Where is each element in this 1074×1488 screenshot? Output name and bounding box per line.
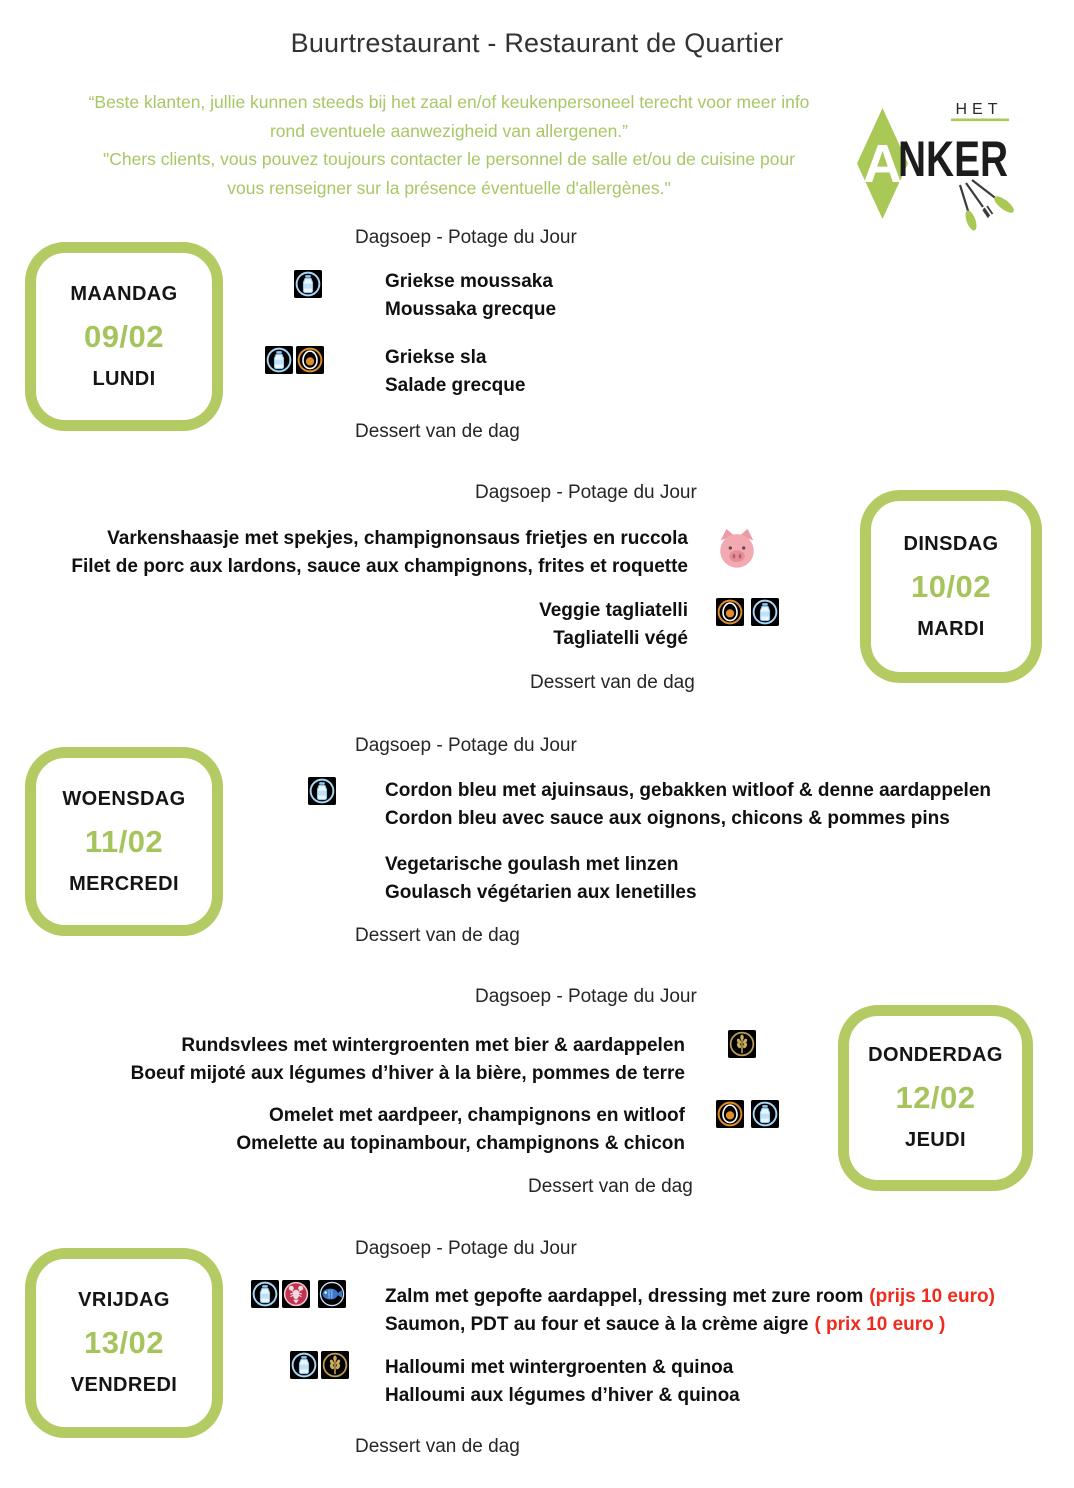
dish-line-nl: Omelet met aardpeer, champignons en witloof (269, 1105, 685, 1126)
day-name-fr: JEUDI (905, 1129, 966, 1151)
dish (0, 525, 688, 581)
day-name-nl: DINSDAG (903, 532, 999, 555)
logo-word-het: HET (955, 101, 1003, 118)
dish-line-nl: Griekse sla (385, 347, 487, 368)
day-name-nl: DONDERDAG (868, 1044, 1003, 1066)
day-name-fr: MERCREDI (69, 872, 179, 895)
dessert-label: Dessert van de dag (355, 421, 520, 442)
dessert-label: Dessert van de dag (355, 1436, 520, 1457)
day-card-thursday (838, 1005, 1033, 1191)
milk-bottle-icon (265, 346, 293, 374)
dish-line-nl: Vegetarische goulash met linzen (385, 854, 679, 875)
day-name-nl: WOENSDAG (62, 787, 186, 810)
dish (385, 344, 525, 400)
dish (385, 777, 991, 833)
dessert-label: Dessert van de dag (355, 925, 520, 946)
price-note: (prijs 10 euro) (869, 1286, 995, 1307)
day-name-fr: VENDREDI (70, 1374, 178, 1396)
wheat-icon (321, 1351, 349, 1379)
allergen-icons (716, 598, 779, 626)
dish-line-nl: Varkenshaasje met spekjes, champignonsaus frietjes en ruccola (107, 528, 688, 549)
dish (0, 1032, 685, 1088)
day-card-monday (25, 242, 223, 431)
day-card-wednesday (25, 747, 223, 936)
day-name-fr: MARDI (917, 617, 985, 640)
soup-label: Dagsoep - Potage du Jour (355, 227, 577, 248)
logo-letter-a: A (863, 134, 902, 194)
dish-line-fr: Boeuf mijoté aux légumes d’hiver à la bière, pommes de terre (130, 1063, 685, 1084)
milk-bottle-icon (290, 1351, 318, 1379)
dish (0, 597, 688, 653)
soup-label: Dagsoep - Potage du Jour (355, 1238, 577, 1259)
logo-cutlery (960, 180, 1016, 232)
allergen-icons (728, 1030, 756, 1058)
dish-line-fr: Tagliatelli végé (553, 628, 688, 649)
allergen-icons (265, 346, 324, 374)
dish-line-fr: Goulasch végétarien aux lenetilles (385, 882, 697, 903)
dish-line-fr: Saumon, PDT au four et sauce à la crème aigre ( prix 10 euro ) (385, 1314, 946, 1335)
logo-underline (951, 119, 1009, 122)
allergen-icons (251, 1280, 346, 1308)
dish-line-nl: Zalm met gepofte aardappel, dressing met zure room (prijs 10 euro) (385, 1286, 995, 1307)
dish-line-nl: Cordon bleu met ajuinsaus, gebakken witloof & denne aardappelen (385, 780, 991, 801)
dish-line-nl: Rundsvlees met wintergroenten met bier & aardappelen (181, 1035, 685, 1056)
soup-label: Dagsoep - Potage du Jour (475, 986, 697, 1007)
pig-face-icon (714, 526, 760, 572)
dish-line-fr: Moussaka grecque (385, 299, 557, 320)
dish (385, 1354, 740, 1410)
allergen-icons (308, 777, 336, 805)
soup-label: Dagsoep - Potage du Jour (475, 482, 697, 503)
price-note: ( prix 10 euro ) (814, 1314, 946, 1335)
dish (385, 1283, 995, 1339)
day-date: 13/02 (83, 1325, 165, 1360)
milk-bottle-icon (751, 1100, 779, 1128)
notice-line-nl-2: rond eventuele aanwezigheid van allergenen.” (269, 120, 629, 141)
page-title: Buurtrestaurant - Restaurant de Quartier (290, 28, 784, 58)
day-date: 11/02 (84, 823, 164, 859)
het-anker-logo (856, 84, 1028, 236)
dish-line-nl: Griekse moussaka (385, 271, 553, 292)
milk-bottle-icon (751, 598, 779, 626)
soup-label: Dagsoep - Potage du Jour (355, 735, 577, 756)
milk-bottle-icon (308, 777, 336, 805)
dish-line-fr: Cordon bleu avec sauce aux oignons, chicons & pommes pins (385, 808, 950, 829)
dish-line-fr: Halloumi aux légumes d’hiver & quinoa (385, 1385, 740, 1406)
notice-line-fr-1: "Chers clients, vous pouvez toujours contacter le personnel de salle et/ou de cuisine pour (102, 149, 796, 169)
dish-line-nl: Veggie tagliatelli (539, 600, 688, 621)
dessert-label: Dessert van de dag (528, 1176, 693, 1197)
day-date: 09/02 (83, 318, 165, 354)
dish-line-fr: Filet de porc aux lardons, sauce aux champignons, frites et roquette (71, 556, 688, 577)
egg-icon (716, 598, 744, 626)
notice-line-nl-1: “Beste klanten, jullie kunnen steeds bij het zaal en/of keukenpersoneel terecht voor meer info (88, 92, 810, 112)
allergen-icons (294, 270, 322, 298)
wheat-icon (728, 1030, 756, 1058)
allergen-notice (40, 88, 858, 202)
day-name-fr: LUNDI (92, 367, 156, 390)
dessert-label: Dessert van de dag (530, 672, 695, 693)
dish-line-fr: Omelette au topinambour, champignons & chicon (236, 1133, 685, 1154)
fish-icon (318, 1280, 346, 1308)
egg-icon (296, 346, 324, 374)
milk-bottle-icon (294, 270, 322, 298)
day-date: 10/02 (910, 568, 992, 604)
day-name-nl: MAANDAG (70, 282, 178, 305)
day-date: 12/02 (895, 1080, 976, 1115)
allergen-icons (716, 1100, 779, 1128)
dish (0, 1102, 685, 1158)
dish (385, 268, 556, 324)
allergen-icons (290, 1351, 349, 1379)
dish-line-fr: Salade grecque (385, 375, 526, 396)
day-card-tuesday (860, 490, 1042, 683)
milk-bottle-icon (251, 1280, 279, 1308)
notice-line-fr-2: vous renseigner sur la présence éventuelle d'allergènes." (227, 177, 671, 198)
lobster-icon (282, 1280, 310, 1308)
dish-line-nl: Halloumi met wintergroenten & quinoa (385, 1357, 734, 1378)
dish (385, 851, 697, 907)
egg-icon (716, 1100, 744, 1128)
day-name-nl: VRIJDAG (78, 1289, 170, 1311)
logo-word-nker: NKER (898, 131, 1008, 187)
day-card-friday (25, 1248, 223, 1438)
